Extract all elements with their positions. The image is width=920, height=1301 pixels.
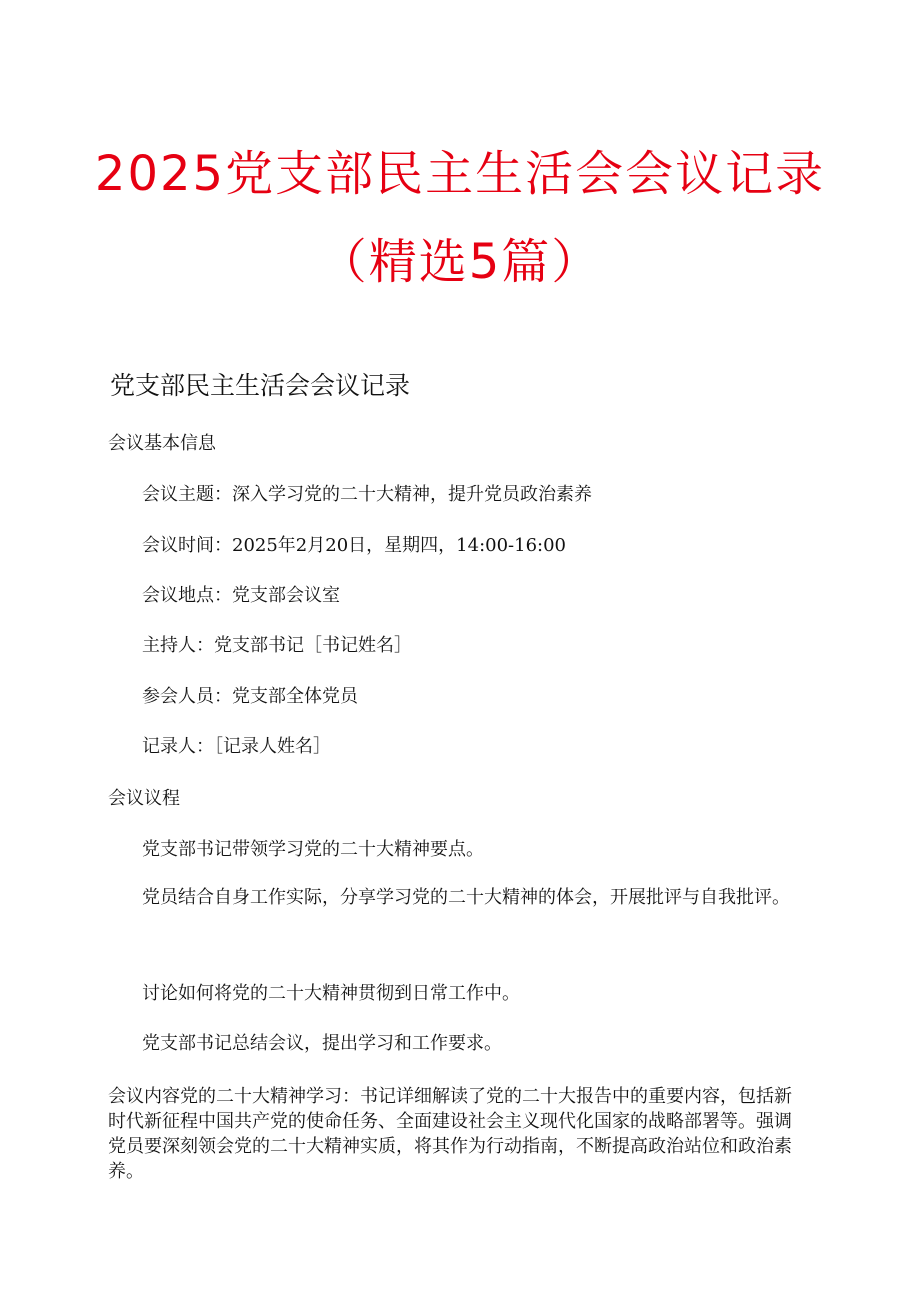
basic-info-heading: 会议基本信息 — [108, 433, 216, 454]
info-location: 会议地点：党支部会议室 — [142, 585, 340, 606]
info-host: 主持人：党支部书记［书记姓名］ — [142, 635, 412, 656]
agenda-heading: 会议议程 — [108, 788, 180, 809]
info-time: 会议时间：2025年2月20日，星期四，14:00-16:00 — [142, 535, 566, 556]
info-attendees: 参会人员：党支部全体党员 — [142, 686, 358, 707]
section-title: 党支部民主生活会会议记录 — [110, 371, 411, 400]
info-topic: 会议主题：深入学习党的二十大精神，提升党员政治素养 — [142, 484, 592, 505]
document-title-line1: 2025党支部民主生活会会议记录 — [94, 146, 826, 202]
agenda-item: 党支部书记总结会议，提出学习和工作要求。 — [142, 1033, 502, 1054]
agenda-item: 党支部书记带领学习党的二十大精神要点。 — [142, 839, 484, 860]
agenda-item: 讨论如何将党的二十大精神贯彻到日常工作中。 — [142, 983, 520, 1004]
content-paragraph: 会议内容党的二十大精神学习：书记详细解读了党的二十大报告中的重要内容，包括新时代新征程中国共产党的使命任务、全面建设社会主义现代化国家的战略部署等。强调党员要深刻领会党的二十大精神实质，将其作为行动指南，不断提高政治站位和政治素养。 — [108, 1086, 792, 1182]
agenda-item: 党员结合自身工作实际，分享学习党的二十大精神的体会，开展批评与自我批评。 — [142, 887, 790, 908]
document-title-line2: （精选5篇） — [318, 234, 602, 290]
info-recorder: 记录人：［记录人姓名］ — [142, 736, 331, 757]
